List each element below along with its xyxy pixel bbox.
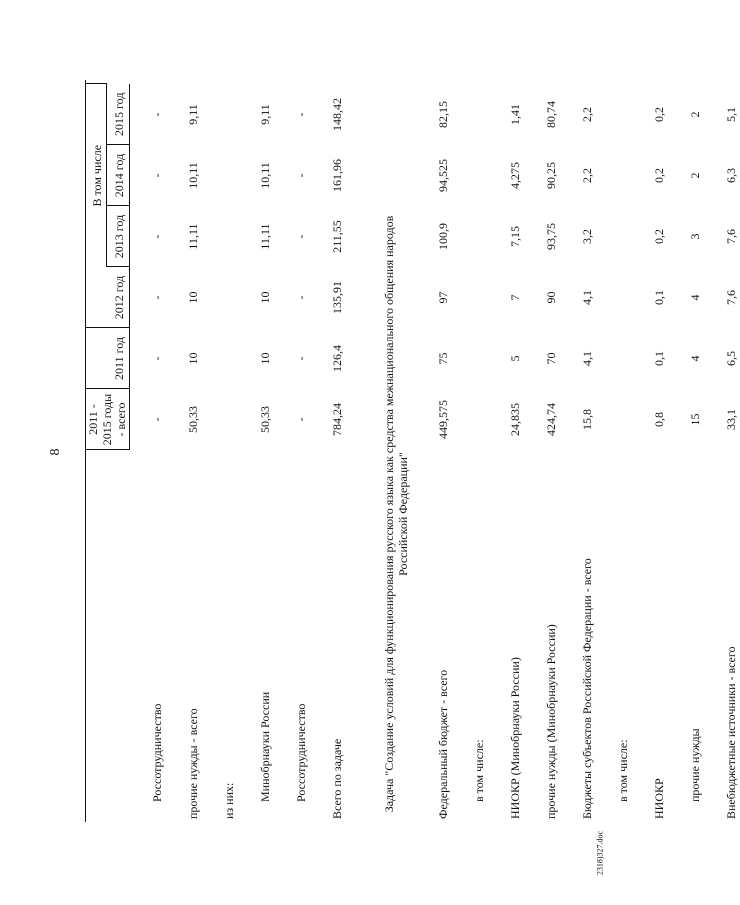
- row-label: Россотрудничество: [294, 703, 309, 802]
- row-label: Внебюджетные источники - всего: [724, 646, 739, 819]
- cell-value: -: [150, 112, 165, 117]
- cell-value: 10: [258, 291, 273, 304]
- header-empty-cell: [86, 450, 130, 822]
- cell-value: 2: [688, 111, 703, 118]
- cell-value: 97: [436, 291, 451, 304]
- cell-value: 148,42: [330, 98, 345, 131]
- table-row: [560, 80, 596, 822]
- cell-value: 11,11: [258, 223, 273, 250]
- cell-value: [596, 389, 632, 450]
- cell-value: 7,6: [724, 229, 739, 244]
- cell-value: 4: [688, 355, 703, 362]
- table-row: [668, 80, 704, 822]
- cell-value: 80,74: [544, 101, 559, 128]
- table-row: [488, 80, 524, 822]
- footer-filename: 2318)327.doc: [595, 830, 605, 876]
- cell-value: 7,6: [724, 290, 739, 305]
- cell-value: 126,4: [330, 345, 345, 372]
- cell-value: [452, 206, 488, 267]
- cell-value: 5: [508, 355, 523, 362]
- cell-value: [202, 145, 238, 206]
- table-row: [596, 80, 632, 822]
- row-label: прочие нужды - всего: [186, 708, 201, 819]
- cell-value: 93,75: [544, 223, 559, 250]
- cell-value: 5,1: [724, 107, 739, 122]
- cell-value: 4,1: [580, 351, 595, 366]
- cell-value: 1,41: [508, 104, 523, 125]
- header-in-that-number: В том числе: [86, 84, 107, 267]
- cell-value: [202, 206, 238, 267]
- table-row: [416, 80, 452, 822]
- cell-value: 15,8: [580, 409, 595, 430]
- header-spacer: [86, 267, 107, 328]
- cell-value: [202, 267, 238, 328]
- cell-value: 50,33: [186, 406, 201, 433]
- cell-value: -: [150, 356, 165, 361]
- row-label: Россотрудничество: [150, 703, 165, 802]
- cell-value: 0,2: [652, 107, 667, 122]
- cell-value: 161,96: [330, 159, 345, 192]
- cell-value: 15: [688, 413, 703, 426]
- cell-value: 424,74: [544, 403, 559, 436]
- cell-value: 24,835: [508, 403, 523, 436]
- cell-value: -: [150, 295, 165, 300]
- cell-value: [202, 328, 238, 389]
- cell-value: 2,2: [580, 107, 595, 122]
- cell-value: 7,15: [508, 226, 523, 247]
- table-row: [632, 80, 668, 822]
- header-spacer: [86, 328, 107, 389]
- header-total: 2011 - 2015 годы - всего: [86, 389, 130, 450]
- cell-value: 2: [688, 172, 703, 179]
- cell-value: 3: [688, 233, 703, 240]
- cell-value: 7: [508, 294, 523, 301]
- table-row: [166, 80, 202, 822]
- cell-value: [202, 389, 238, 450]
- row-label: прочие нужды: [688, 728, 703, 802]
- cell-value: -: [294, 417, 309, 422]
- page-number: 8: [48, 448, 63, 456]
- cell-value: 211,55: [330, 220, 345, 253]
- cell-value: 10,11: [186, 162, 201, 189]
- cell-value: [452, 389, 488, 450]
- cell-value: -: [294, 173, 309, 178]
- row-label: в том числе:: [472, 739, 487, 802]
- cell-value: 70: [544, 352, 559, 365]
- cell-value: -: [150, 234, 165, 239]
- table-row: [310, 80, 346, 822]
- header-year: 2013 год: [106, 206, 129, 267]
- header-year: 2011 год: [106, 328, 129, 389]
- cell-value: -: [294, 356, 309, 361]
- cell-value: 9,11: [258, 104, 273, 125]
- table-row: [524, 80, 560, 822]
- row-label: Минобрнауки России: [258, 691, 273, 802]
- cell-value: 3,2: [580, 229, 595, 244]
- table-row: [202, 80, 238, 822]
- cell-value: 11,11: [186, 223, 201, 250]
- cell-value: 0,2: [652, 168, 667, 183]
- cell-value: [452, 328, 488, 389]
- header-row-top: [86, 80, 107, 822]
- table-row: [704, 80, 740, 822]
- row-label: в том числе:: [616, 739, 631, 802]
- cell-value: 784,24: [330, 403, 345, 436]
- cell-value: 33,1: [724, 409, 739, 430]
- table-row: [274, 80, 310, 822]
- header-year: 2012 год: [106, 267, 129, 328]
- cell-value: [596, 145, 632, 206]
- cell-value: 10: [186, 352, 201, 365]
- cell-value: 0,1: [652, 290, 667, 305]
- table-row: [452, 80, 488, 822]
- cell-value: 90: [544, 291, 559, 304]
- cell-value: [452, 267, 488, 328]
- budget-table: [85, 80, 740, 822]
- cell-value: 94,525: [436, 159, 451, 192]
- header-year: 2014 год: [106, 145, 129, 206]
- cell-value: 4: [688, 294, 703, 301]
- table-row: [130, 80, 167, 822]
- cell-value: 2,2: [580, 168, 595, 183]
- cell-value: [452, 84, 488, 145]
- cell-value: -: [150, 417, 165, 422]
- cell-value: 100,9: [436, 223, 451, 250]
- cell-value: 75: [436, 352, 451, 365]
- cell-value: 0,8: [652, 412, 667, 427]
- cell-value: [452, 145, 488, 206]
- cell-value: 4,275: [508, 162, 523, 189]
- task-title-row: [346, 80, 416, 822]
- cell-value: [596, 84, 632, 145]
- row-label: НИОКР (Минобрнауки России): [508, 657, 523, 819]
- row-label: НИОКР: [652, 778, 667, 819]
- cell-value: 9,11: [186, 104, 201, 125]
- cell-value: 50,33: [258, 406, 273, 433]
- cell-value: 6,5: [724, 351, 739, 366]
- cell-value: -: [294, 112, 309, 117]
- row-label: Бюджеты субъектов Российской Федерации - всего: [580, 558, 595, 819]
- cell-value: [596, 267, 632, 328]
- cell-value: 90,25: [544, 162, 559, 189]
- cell-value: 449,575: [436, 400, 451, 439]
- cell-value: 4,1: [580, 290, 595, 305]
- task-spacer: [346, 84, 416, 206]
- cell-value: 10: [258, 352, 273, 365]
- cell-value: [596, 328, 632, 389]
- cell-value: 6,3: [724, 168, 739, 183]
- row-label: Федеральный бюджет - всего: [436, 669, 451, 819]
- cell-value: 10: [186, 291, 201, 304]
- rotated-table-container: [85, 80, 739, 822]
- cell-value: [596, 206, 632, 267]
- header-spacer: [86, 80, 107, 84]
- cell-value: 10,11: [258, 162, 273, 189]
- cell-value: 0,2: [652, 229, 667, 244]
- cell-value: [202, 84, 238, 145]
- cell-value: -: [294, 295, 309, 300]
- row-label: Всего по задаче: [330, 738, 345, 819]
- header-year: 2015 год: [106, 84, 129, 145]
- cell-value: -: [150, 173, 165, 178]
- cell-value: 135,91: [330, 281, 345, 314]
- row-label: из них:: [222, 782, 237, 819]
- table-row: [238, 80, 274, 822]
- cell-value: 0,1: [652, 351, 667, 366]
- task-title: Задача "Создание условий для функционирования русского языка как средства межнационального общения народов Российской Федерации": [381, 215, 410, 813]
- cell-value: 82,15: [436, 101, 451, 128]
- row-label: прочие нужды (Минобрнауки России): [544, 624, 559, 819]
- cell-value: -: [294, 234, 309, 239]
